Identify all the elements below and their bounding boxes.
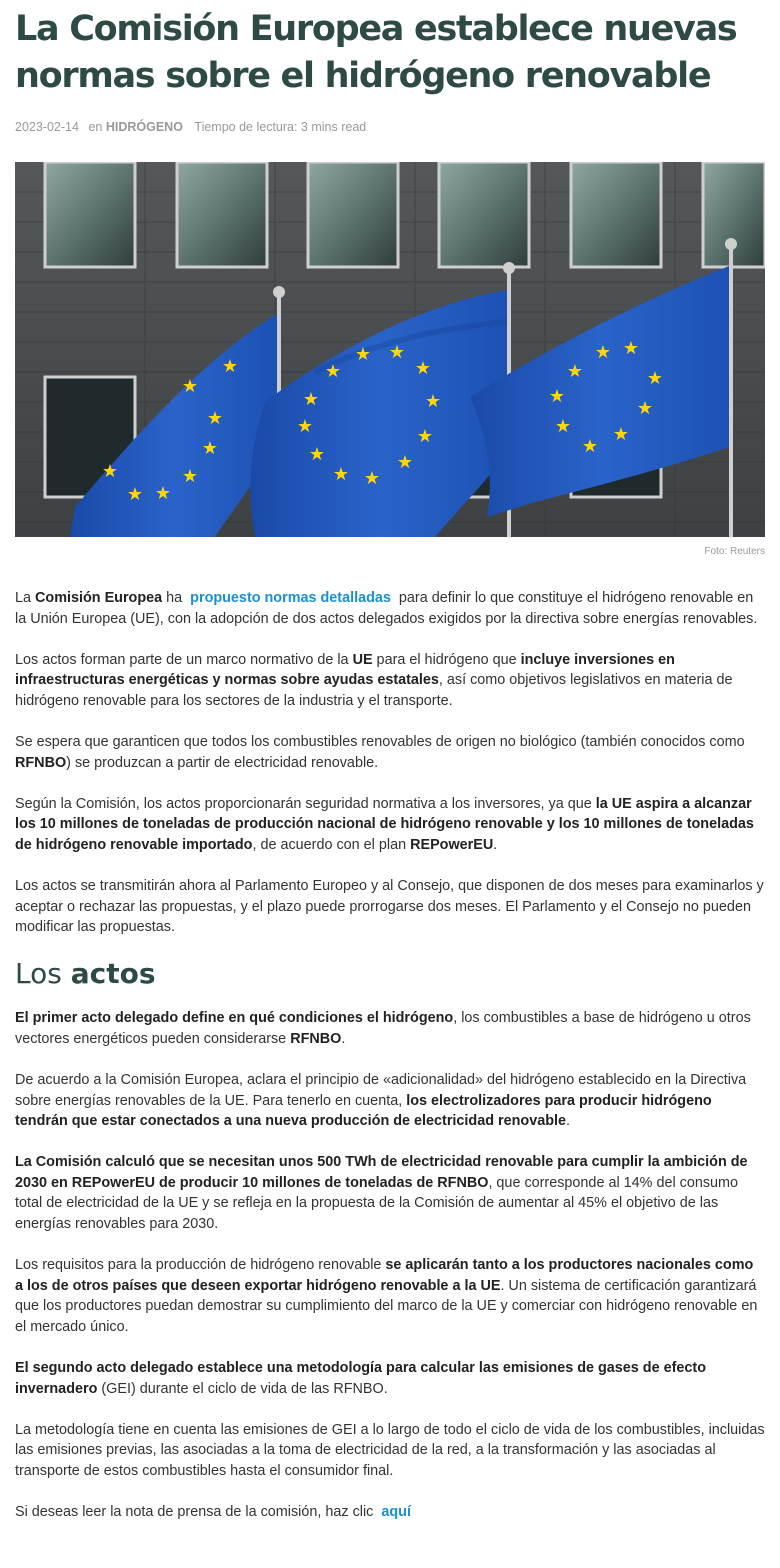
svg-text:★: ★ [221,356,239,377]
svg-text:★: ★ [296,416,314,437]
paragraph-10: El segundo acto delegado establece una metodología para calcular las emisiones de gases de efecto invernadero (GEI) durante el ciclo de vida de las RFNBO. [15,1359,706,1397]
svg-text:★: ★ [201,438,219,459]
svg-text:★: ★ [594,342,612,363]
paragraph-5: Los actos se transmitirán ahora al Parlamento Europeo y al Consejo, que disponen de dos meses para examinarlos y aceptar o rechazar las propuestas, y el plazo puede prorrogarse dos meses. El Parlamento y el Consejo no pueden modificar las propuestas. [15,877,764,936]
paragraph-2: Los actos forman parte de un marco normativo de la UE para el hidrógeno que incluye inversiones en infraestructuras energéticas y normas sobre ayudas estatales, así como objetivos legislativos en materia de hidrógeno renovable para los sectores de la industria y el transporte. [15,651,733,709]
svg-text:★: ★ [414,358,432,379]
svg-text:★: ★ [388,342,406,363]
svg-text:★: ★ [581,436,599,457]
svg-text:★: ★ [324,361,342,382]
article [15,0,765,1523]
image-caption: Foto: Reuters [704,546,765,557]
proposal-link[interactable]: propuesto normas detalladas [190,590,391,606]
svg-text:★: ★ [554,416,572,437]
svg-text:★: ★ [154,483,172,504]
svg-text:★: ★ [548,386,566,407]
svg-text:★: ★ [126,484,144,505]
svg-text:★: ★ [646,368,664,389]
svg-text:★: ★ [302,389,320,410]
svg-text:★: ★ [636,398,654,419]
paragraph-6: El primer acto delegado define en qué condiciones el hidrógeno, los combustibles a base de hidrógeno u otros vectores energéticos pueden considerarse RFNBO. [15,1010,751,1047]
publish-date: 2023-02-14 [15,120,79,134]
paragraph-4: Según la Comisión, los actos proporcionarán seguridad normativa a los inversores, ya que la UE aspira a alcanzar los 10 millones de toneladas de producción nacional de hidrógeno renovable y los 10 millones de toneladas de hidrógeno renovable importado, de acuerdo con el plan REPowerEU. [15,795,754,853]
paragraph-12: Si deseas leer la nota de prensa de la comisión, haz clic aquí [15,1502,765,1523]
hero-image [15,162,765,537]
svg-text:★: ★ [612,424,630,445]
article-title: La Comisión Europea establece nuevas normas sobre el hidrógeno renovable [15,9,737,96]
press-release-link[interactable]: aquí [381,1503,411,1520]
svg-text:★: ★ [181,466,199,487]
paragraph-9: Los requisitos para la producción de hidrógeno renovable se aplicarán tanto a los productores nacionales como a los de otros países que deseen exportar hidrógeno renovable a la UE. Un sistema de certificación garantizará que los productores puedan demostrar su cumplimiento del marco de la UE y comerciar con hidrógeno renovable en el mercado único. [15,1257,758,1335]
svg-text:★: ★ [566,361,584,382]
svg-text:★: ★ [332,464,350,485]
svg-text:★: ★ [622,338,640,359]
svg-text:★: ★ [181,376,199,397]
paragraph-1: La Comisión Europea ha propuesto normas detalladas para definir lo que constituye el hidrógeno renovable en la Unión Europea (UE), con la adopción de dos actos delegados exigidos por la directiva sobre energías renovables. [15,590,758,627]
svg-text:★: ★ [354,344,372,365]
paragraph-3: Se espera que garanticen que todos los combustibles renovables de origen no biológico (también conocidos como RFNBO) se produzcan a partir de electricidad renovable. [15,733,745,771]
svg-text:★: ★ [416,426,434,447]
section-heading: Los actos [15,957,156,991]
article-meta [15,120,765,138]
paragraph-7: De acuerdo a la Comisión Europea, aclara el principio de «adicionalidad» del hidrógeno establecido en la Directiva sobre energías renovables de la UE. Para tenerlo en cuenta, los electrolizadores para producir hidrógeno tendrán que estar conectados a una nueva producción de electricidad renovable. [15,1071,747,1130]
svg-text:★: ★ [101,461,119,482]
svg-text:★: ★ [308,444,326,465]
svg-text:★: ★ [396,452,414,473]
reading-time: Tiempo de lectura: 3 mins read [194,120,367,134]
svg-text:★: ★ [424,391,442,412]
svg-text:★: ★ [206,408,224,429]
svg-text:★: ★ [363,468,381,489]
category-link[interactable]: HIDRÓGENO [105,120,183,134]
eu-flags-illustration [15,162,765,537]
paragraph-11: La metodología tiene en cuenta las emisiones de GEI a lo largo de todo el ciclo de vida de los combustibles, incluidas las emisiones previas, las asociadas a la toma de electricidad de la red, a la transformación y las asociadas al transporte de estos combustibles hasta el consumidor final. [15,1421,765,1479]
paragraph-8: La Comisión calculó que se necesitan unos 500 TWh de electricidad renovable para cumplir la ambición de 2030 en REPowerEU de producir 10 millones de toneladas de RFNBO, que corresponde al 14% del consumo total de electricidad de la UE y se refleja en la propuesta de la Comisión de aumentar al 45% el objetivo de las energías renovables para 2030. [15,1154,748,1232]
article-body [15,588,765,1523]
category-prefix: en [88,120,103,134]
